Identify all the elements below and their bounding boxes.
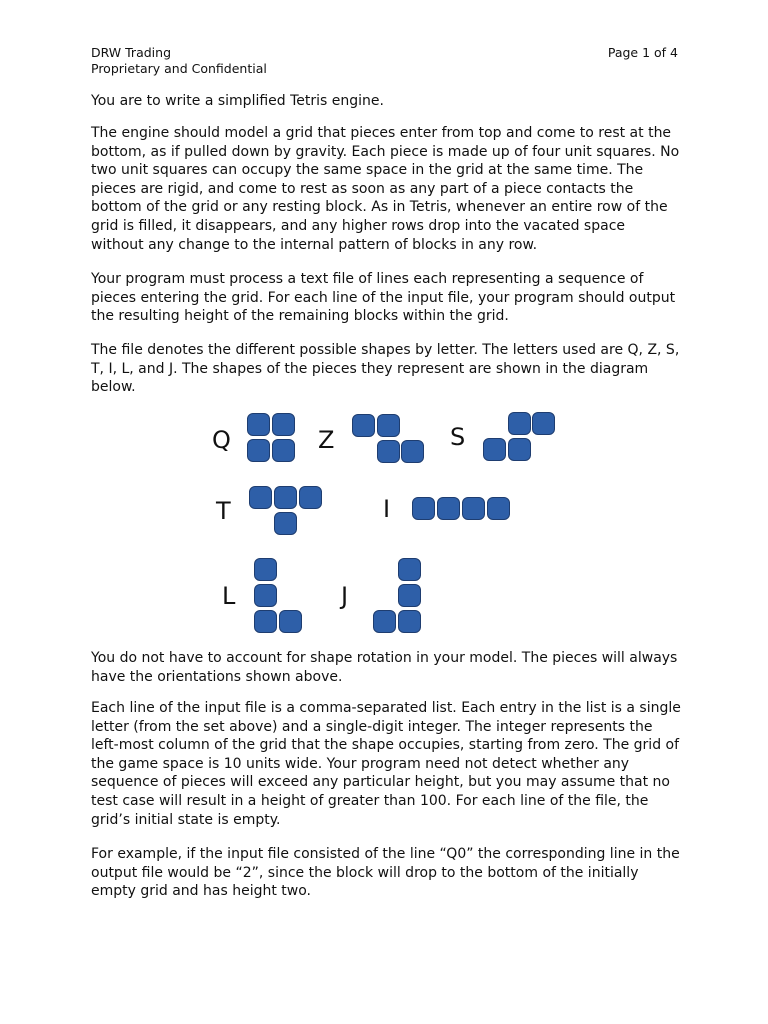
page-number: Page 1 of 4 [607,45,678,60]
input-format-paragraph: Each line of the input file is a comma-separated list. Each entry in the list is a single letter (from the set above) and a single-digit integer. The integer represents the left-most column of the grid that the shape occupies, starting from zero. The grid of the game space is 10 units wide. Your program need not detect whether any sequence of pieces will exceed any particular height, but you may assume that no test case will result in a height of greater than 100. For each line of the file, the grid’s initial state is empty. [91,700,681,828]
block-cell [401,440,424,463]
block-cell [508,412,531,435]
block-cell [483,438,506,461]
block-cell [254,558,277,581]
shape-letter-z: Z [318,426,335,454]
example-paragraph: For example, if the input file consisted of the line “Q0” the corresponding line in the output file would be “2”, since the block will drop to the bottom of the initially empty grid and has height two. [91,846,680,900]
block-cell [532,412,555,435]
block-cell [398,584,421,607]
block-cell [279,610,302,633]
block-cell [254,584,277,607]
shapes-intro-paragraph: The file denotes the different possible shapes by letter. The letters used are Q, Z, S, T, I, L, and J. The shapes of the pieces they represent are shown in the diagram below. [91,342,680,396]
block-cell [247,439,270,462]
block-cell [437,497,460,520]
shape-diagram [0,400,768,650]
block-cell [272,439,295,462]
block-cell [274,486,297,509]
block-cell [274,512,297,535]
rotation-paragraph: You do not have to account for shape rotation in your model. The pieces will always have the orientations shown above. [91,650,678,685]
block-cell [247,413,270,436]
shape-letter-s: S [450,423,466,451]
intro-paragraph: You are to write a simplified Tetris engine. [91,93,384,109]
shape-letter-l: L [222,582,236,610]
shape-letter-i: I [383,495,391,523]
block-cell [377,414,400,437]
processing-paragraph: Your program must process a text file of lines each representing a sequence of pieces entering the grid. For each line of the input file, your program should output the resulting height of the remaining blocks within the grid. [91,271,676,325]
block-cell [299,486,322,509]
block-cell [398,558,421,581]
block-cell [487,497,510,520]
block-cell [249,486,272,509]
block-cell [272,413,295,436]
block-cell [412,497,435,520]
block-cell [352,414,375,437]
document-header [91,45,267,77]
company-name: DRW Trading [91,45,171,60]
block-cell [254,610,277,633]
shape-letter-q: Q [212,426,231,454]
shape-letter-j: J [341,582,349,610]
block-cell [398,610,421,633]
shape-letter-t: T [216,497,231,525]
block-cell [462,497,485,520]
grid-description-paragraph: The engine should model a grid that pieces enter from top and come to rest at the bottom, as if pulled down by gravity. Each piece is made up of four unit squares. No two unit squares can occupy the same space in the grid at the same time. The pieces are rigid, and come to rest as soon as any part of a piece contacts the bottom of the grid or any resting block. As in Tetris, whenever an entire row of the grid is filled, it disappears, and any higher rows drop into the vacated space without any change to the internal pattern of blocks in any row. [91,125,680,253]
block-cell [508,438,531,461]
block-cell [377,440,400,463]
block-cell [373,610,396,633]
confidentiality-notice: Proprietary and Confidential [91,61,267,76]
